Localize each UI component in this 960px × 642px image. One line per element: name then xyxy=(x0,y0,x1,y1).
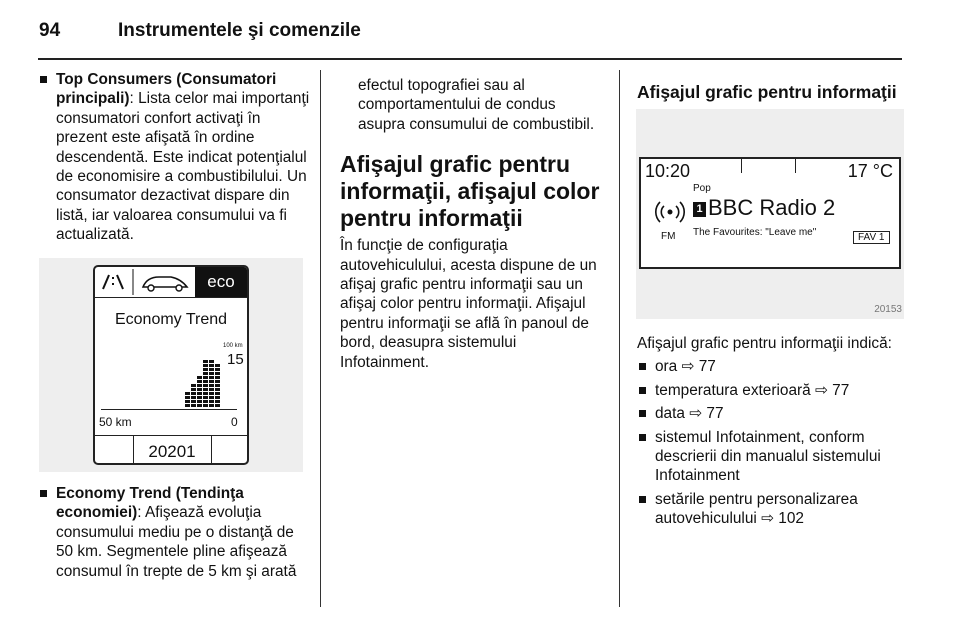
trend-segment xyxy=(197,392,202,395)
trend-segment xyxy=(203,376,208,379)
trend-segment xyxy=(197,388,202,391)
trend-segment xyxy=(197,404,202,407)
list-intro: Afişajul grafic pentru informaţii indică: xyxy=(637,335,892,352)
column-1 xyxy=(38,70,314,245)
term-top-consumers: Top Consumers (Consumatori principali) xyxy=(56,71,277,108)
favourite-label: FAV 1 xyxy=(853,231,890,244)
trend-segment xyxy=(209,380,214,383)
trend-segment xyxy=(191,384,196,387)
trend-segment xyxy=(203,384,208,387)
odometer-bar xyxy=(95,435,247,465)
trend-segment xyxy=(197,400,202,403)
trend-segment xyxy=(185,400,190,403)
trend-segment xyxy=(203,392,208,395)
trend-segment xyxy=(185,392,190,395)
trend-segment xyxy=(209,388,214,391)
trend-segment xyxy=(197,380,202,383)
trend-segment xyxy=(209,396,214,399)
trend-segment xyxy=(203,372,208,375)
trend-segment xyxy=(197,396,202,399)
trend-segment xyxy=(191,396,196,399)
trend-segment xyxy=(203,396,208,399)
column-1-lower xyxy=(38,484,314,581)
trend-segment xyxy=(209,384,214,387)
column-3-lower xyxy=(637,334,907,529)
trend-segment xyxy=(209,392,214,395)
antenna-icon xyxy=(655,197,685,227)
trend-segment xyxy=(215,396,220,399)
list-item: setările pentru personalizarea autovehiculului ⇨ 102 xyxy=(637,490,907,529)
trend-segment xyxy=(215,404,220,407)
section-heading: Afişajul grafic pentru informaţii, afişajul color pentru informaţii xyxy=(340,151,600,232)
trend-segment xyxy=(203,380,208,383)
radio-text: The Favourites: "Leave me" xyxy=(693,227,817,238)
column-3 xyxy=(637,82,905,103)
odometer-value: 20201 xyxy=(148,442,196,461)
trend-segment xyxy=(191,392,196,395)
subsection-heading: Afişajul grafic pentru informaţii xyxy=(637,82,897,102)
trend-segment xyxy=(191,388,196,391)
section-body: În funcţie de configuraţia autovehiculului, acesta dispune de un afişaj grafic pentru informaţii sau un afişaj color pentru informaţii. Afişajul pentru informaţii se află în panoul de bord, deasupra sistemului Infotainment. xyxy=(340,237,597,371)
top-consumers-text: : Lista celor mai importanţi consumatori confort activaţi în prezent este afişată în ordine descendentă. Este indicat potenţialul de economisire a combustibilului. Un consumator dezactivat dispare din listă, iar valoarea consumului va fi actualizată. xyxy=(56,90,310,244)
trend-segment xyxy=(215,380,220,383)
bullet-top-consumers xyxy=(38,70,314,245)
preset-number: 1 xyxy=(693,202,706,217)
trend-segment xyxy=(215,392,220,395)
trend-segment xyxy=(203,368,208,371)
info-bullet-list xyxy=(637,357,907,528)
band-label: FM xyxy=(661,231,676,242)
list-item: data ⇨ 77 xyxy=(637,404,907,423)
trend-segment xyxy=(209,360,214,363)
trend-segment xyxy=(191,400,196,403)
economy-trend-bars xyxy=(95,267,249,417)
trend-segment xyxy=(185,404,190,407)
column-2 xyxy=(340,76,604,372)
list-item: temperatura exterioară ⇨ 77 xyxy=(637,381,907,400)
trend-segment xyxy=(215,372,220,375)
trend-segment xyxy=(197,376,202,379)
continuation-text: efectul topografiei sau al comportamentului de condus asupra consumului de combustibil. xyxy=(358,77,595,133)
list-item: sistemul Infotainment, conform descrierii din manualul sistemului Infotainment xyxy=(637,428,907,486)
zero-label: 0 xyxy=(231,415,238,429)
header-rule xyxy=(38,58,902,60)
trend-segment xyxy=(209,376,214,379)
info-display-figure xyxy=(636,109,904,319)
trend-segment xyxy=(215,364,220,367)
eco-tab: eco xyxy=(195,267,247,297)
graphic-info-display xyxy=(639,157,901,269)
trend-segment xyxy=(203,400,208,403)
column-divider-1 xyxy=(320,70,321,607)
economy-trend-title: Economy Trend xyxy=(114,311,228,328)
station-name: BBC Radio 2 xyxy=(708,195,836,220)
page-header-title: Instrumentele şi comenzile xyxy=(118,20,361,41)
genre-label: Pop xyxy=(693,183,711,194)
trend-segment xyxy=(203,404,208,407)
trend-segment xyxy=(215,368,220,371)
clock-time: 10:20 xyxy=(645,161,691,181)
trend-segment xyxy=(209,372,214,375)
trend-segment xyxy=(203,360,208,363)
term-economy-trend: Economy Trend (Tendinţa economiei) xyxy=(56,485,244,522)
trend-segment xyxy=(209,364,214,367)
trend-segment xyxy=(215,376,220,379)
column-divider-2 xyxy=(619,70,620,607)
outside-temperature: 17 °C xyxy=(847,161,893,181)
trend-segment xyxy=(209,400,214,403)
figure-code: 20153 xyxy=(874,304,902,315)
list-item: ora ⇨ 77 xyxy=(637,357,907,376)
trend-segment xyxy=(209,404,214,407)
trend-segment xyxy=(215,400,220,403)
economy-trend-text: : Afişează evoluţia consumului mediu pe o distanţă de 50 km. Segmentele pline afişează consumul în trepte de 5 km şi arată xyxy=(56,504,297,580)
economy-trend-figure xyxy=(39,258,303,472)
trend-segment xyxy=(185,396,190,399)
trend-segment xyxy=(209,368,214,371)
consumption-value: 15 xyxy=(227,351,244,368)
bullet-economy-trend xyxy=(38,484,314,581)
trend-axis xyxy=(101,409,237,410)
trend-segment xyxy=(215,388,220,391)
consumption-unit: 100 km xyxy=(223,343,243,349)
trend-segment xyxy=(203,364,208,367)
page-number: 94 xyxy=(39,20,61,41)
trend-segment xyxy=(197,384,202,387)
economy-trend-display xyxy=(93,265,249,465)
trend-segment xyxy=(191,404,196,407)
trend-segment xyxy=(215,384,220,387)
trend-segment xyxy=(203,388,208,391)
distance-label: 50 km xyxy=(99,415,132,429)
